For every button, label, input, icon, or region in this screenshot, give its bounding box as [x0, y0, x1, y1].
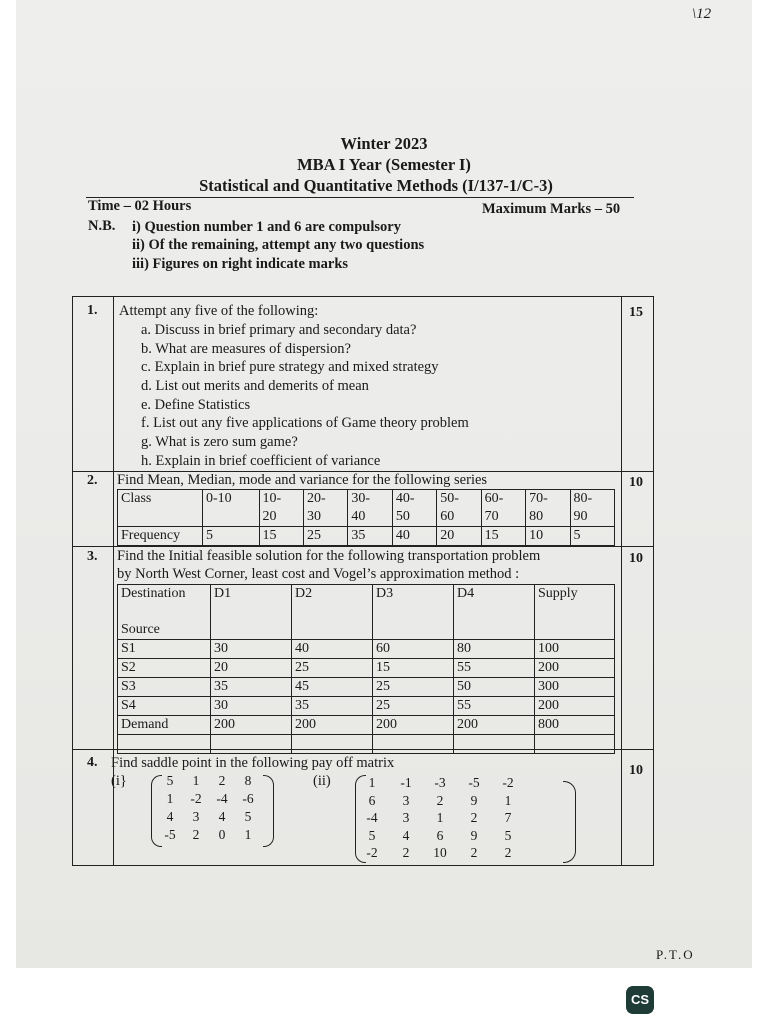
matrix-cell: 1 [244, 827, 252, 842]
nb-prefix: N.B. [88, 218, 116, 234]
q2-title: Find Mean, Median, mode and variance for the following series [117, 472, 488, 488]
total-cell: 800 [535, 716, 615, 735]
cost-cell: 55 [454, 697, 535, 716]
matrix-cell: 5 [244, 809, 252, 824]
class-cell: 30- 40 [348, 490, 392, 527]
cost-cell: 25 [292, 659, 373, 678]
cost-cell: 25 [373, 697, 454, 716]
note-1: i) Question number 1 and 6 are compulsory [132, 219, 401, 235]
frequency-cell: 40 [392, 527, 436, 546]
q4-title: Find saddle point in the following pay off matrix [111, 755, 395, 771]
demand-row [118, 716, 615, 735]
matrix-cell: -2 [502, 775, 514, 790]
cost-cell: 40 [292, 640, 373, 659]
matrix-cell: 10 [433, 845, 447, 860]
matrix-cell: 9 [470, 792, 478, 808]
matrix-ii-label: (ii) [313, 773, 331, 789]
matrix-cell: 4 [218, 809, 226, 824]
matrix-cell: -5 [468, 775, 480, 790]
frequency-cell: 15 [481, 527, 525, 546]
frequency-cell: 5 [203, 527, 260, 546]
matrix-ii [361, 775, 531, 865]
matrix-cell: 5 [166, 773, 174, 788]
cost-cell: 50 [454, 678, 535, 697]
matrix-cell: -4 [216, 791, 228, 806]
row-label: S3 [118, 678, 211, 697]
q3-title-line2: by North West Corner, least cost and Vogel’s approximation method : [117, 566, 520, 582]
frequency-cell: 20 [437, 527, 481, 546]
pto-note: P.T.O [656, 947, 695, 962]
frequency-table [117, 489, 615, 546]
matrix-cell: 7 [504, 810, 512, 825]
header-cell: D4 [454, 585, 535, 640]
cost-cell: 35 [292, 697, 373, 716]
time-label: Time – 02 Hours [88, 198, 192, 214]
q3-number: 3. [87, 549, 98, 564]
supply-cell: 100 [535, 640, 615, 659]
q1-item-d: d. List out merits and demerits of mean [141, 378, 369, 394]
matrix-cell: 0 [218, 827, 226, 842]
matrix-cell: 1 [368, 775, 376, 790]
exam-season: Winter 2023 [340, 134, 428, 153]
q1-item-c: c. Explain in brief pure strategy and mixed strategy [141, 359, 439, 375]
matrix-cell: 5 [504, 827, 512, 843]
matrix-cell: 2 [470, 810, 478, 825]
q2-marks: 10 [629, 475, 643, 490]
matrix-cell: 3 [192, 809, 200, 824]
header-cell: D1 [211, 585, 292, 640]
cost-cell: 30 [211, 640, 292, 659]
cost-cell: 35 [211, 678, 292, 697]
matrix-cell: 3 [402, 810, 410, 825]
camscanner-badge: CS [626, 986, 654, 1014]
q1-title: Attempt any five of the following: [119, 303, 319, 319]
frequency-cell: 35 [348, 527, 392, 546]
note-2: ii) Of the remaining, attempt any two questions [132, 237, 425, 253]
class-cell: 50- 60 [437, 490, 481, 527]
header-cell: Supply [535, 585, 615, 640]
matrix-i-right-bracket [263, 775, 274, 847]
class-cell: 20- 30 [303, 490, 347, 527]
row-label: S2 [118, 659, 211, 678]
q2-number: 2. [87, 473, 98, 488]
transportation-table [117, 584, 615, 754]
cost-cell: 45 [292, 678, 373, 697]
matrix-i-label: (i} [111, 773, 127, 789]
row-label: Demand [118, 716, 211, 735]
demand-cell: 200 [373, 716, 454, 735]
q4-number: 4. [87, 755, 98, 770]
q1-item-b: b. What are measures of dispersion? [141, 341, 351, 357]
matrix-cell: -2 [366, 845, 378, 860]
matrix-cell: -5 [164, 827, 176, 842]
source-label: Source [121, 622, 160, 637]
q1-item-h: h. Explain in brief coefficient of variance [141, 453, 381, 469]
row-divider-q3 [73, 546, 653, 547]
supply-cell: 200 [535, 659, 615, 678]
class-cell: 70- 80 [526, 490, 570, 527]
table-row [118, 678, 615, 697]
table-row [118, 659, 615, 678]
corner-cell [118, 585, 211, 640]
matrix-cell: 2 [470, 845, 478, 860]
column-divider-right [621, 297, 622, 865]
matrix-i [159, 773, 263, 845]
frequency-cell: 10 [526, 527, 570, 546]
cost-cell: 30 [211, 697, 292, 716]
row-label: S4 [118, 697, 211, 716]
frequency-cell: 25 [303, 527, 347, 546]
subject-title: Statistical and Quantitative Methods (I/137-1/C-3) [199, 176, 553, 195]
class-cell: 40- 50 [392, 490, 436, 527]
matrix-cell: 5 [368, 827, 376, 843]
blank-row [118, 735, 615, 754]
matrix-cell: 4 [402, 827, 410, 843]
q1-item-f: f. List out any five applications of Game theory problem [141, 415, 469, 431]
demand-cell: 200 [454, 716, 535, 735]
q1-marks: 15 [629, 305, 643, 320]
matrix-cell: 6 [368, 792, 376, 808]
matrix-cell: 2 [402, 845, 410, 860]
question-table [72, 296, 654, 866]
q1-number: 1. [87, 303, 98, 318]
matrix-cell: -6 [242, 791, 254, 806]
supply-cell: 300 [535, 678, 615, 697]
course-title: MBA I Year (Semester I) [297, 155, 471, 174]
header-row [118, 585, 615, 640]
cost-cell: 20 [211, 659, 292, 678]
destination-label: Destination [121, 586, 186, 601]
class-row [118, 490, 615, 527]
cost-cell: 15 [373, 659, 454, 678]
class-cell: 10- 20 [259, 490, 303, 527]
table-row [118, 697, 615, 716]
class-cell: 80- 90 [570, 490, 615, 527]
table-row [118, 640, 615, 659]
matrix-cell: -4 [366, 810, 378, 825]
cost-cell: 60 [373, 640, 454, 659]
corner-note: \12 [692, 6, 712, 22]
matrix-cell: 3 [402, 792, 410, 808]
matrix-cell: 9 [470, 827, 478, 843]
demand-cell: 200 [211, 716, 292, 735]
matrix-cell: 8 [244, 773, 252, 788]
matrix-cell: 1 [436, 810, 444, 825]
class-cell: 0-10 [203, 490, 260, 527]
matrix-cell: -1 [400, 775, 412, 790]
supply-cell: 200 [535, 697, 615, 716]
class-cell: 60- 70 [481, 490, 525, 527]
matrix-cell: 1 [504, 792, 512, 808]
matrix-cell: 2 [436, 792, 444, 808]
matrix-cell: 6 [436, 827, 444, 843]
q3-marks: 10 [629, 551, 643, 566]
q3-title-line1: Find the Initial feasible solution for the following transportation problem [117, 548, 541, 564]
matrix-cell: 2 [218, 773, 226, 788]
matrix-cell: 4 [166, 809, 174, 824]
note-3: iii) Figures on right indicate marks [132, 256, 349, 272]
frequency-row [118, 527, 615, 546]
cost-cell: 25 [373, 678, 454, 697]
class-label: Class [118, 490, 203, 527]
matrix-cell: -2 [190, 791, 202, 806]
q1-item-g: g. What is zero sum game? [141, 434, 298, 450]
max-marks-label: Maximum Marks – 50 [482, 201, 621, 217]
frequency-label: Frequency [118, 527, 203, 546]
frequency-cell: 5 [570, 527, 615, 546]
matrix-ii-right-bracket [563, 781, 576, 863]
matrix-cell: 1 [166, 791, 174, 806]
matrix-cell: 1 [192, 773, 200, 788]
demand-cell: 200 [292, 716, 373, 735]
q4-marks: 10 [629, 763, 643, 778]
cost-cell: 55 [454, 659, 535, 678]
matrix-cell: 2 [504, 845, 512, 860]
header-cell: D2 [292, 585, 373, 640]
cost-cell: 80 [454, 640, 535, 659]
matrix-cell: -3 [434, 775, 446, 790]
matrix-cell: 2 [192, 827, 200, 842]
row-label: S1 [118, 640, 211, 659]
q1-item-a: a. Discuss in brief primary and secondary data? [141, 322, 417, 338]
header-cell: D3 [373, 585, 454, 640]
q1-item-e: e. Define Statistics [141, 397, 251, 413]
frequency-cell: 15 [259, 527, 303, 546]
